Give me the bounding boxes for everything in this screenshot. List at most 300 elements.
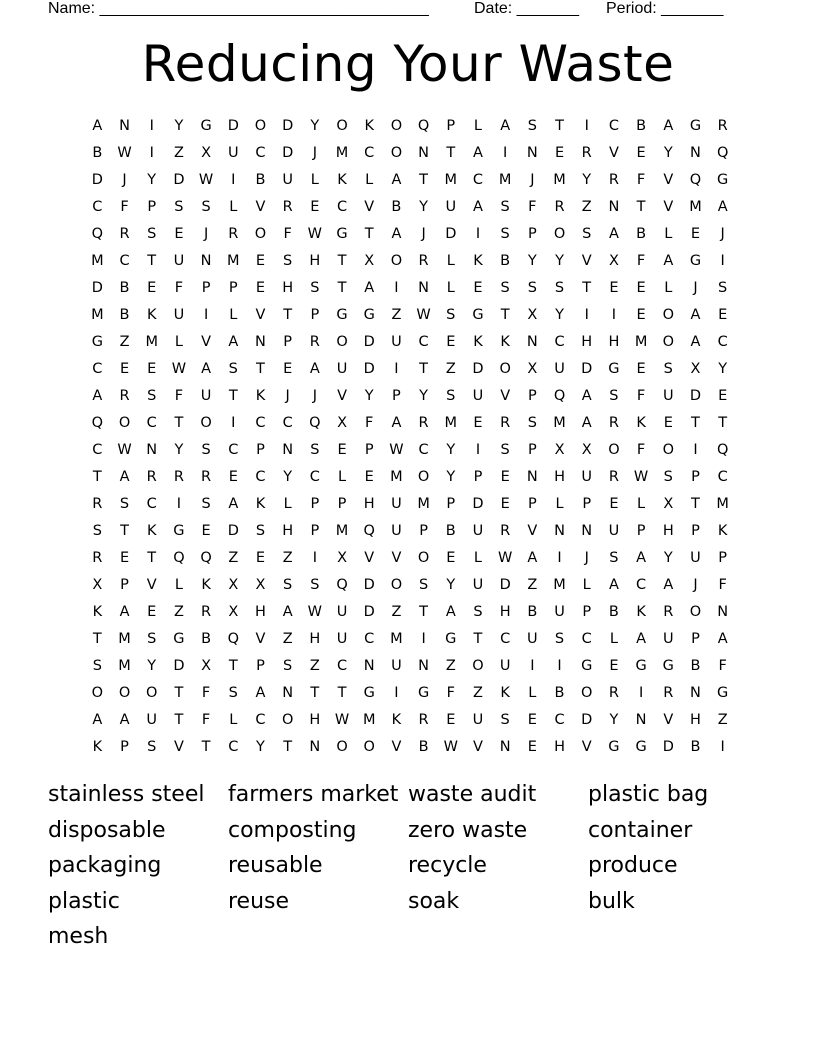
- grid-letter[interactable]: I: [149, 144, 155, 161]
- grid-letter[interactable]: O: [336, 117, 349, 134]
- grid-letter[interactable]: T: [174, 685, 184, 702]
- grid-letter[interactable]: N: [418, 279, 430, 296]
- grid-letter[interactable]: C: [92, 198, 103, 215]
- grid-letter[interactable]: E: [636, 144, 647, 161]
- grid-letter[interactable]: A: [92, 117, 103, 134]
- grid-letter[interactable]: R: [309, 333, 321, 350]
- grid-letter[interactable]: W: [198, 171, 214, 188]
- grid-letter[interactable]: O: [581, 685, 593, 702]
- grid-letter[interactable]: N: [526, 468, 539, 485]
- grid-letter[interactable]: D: [91, 171, 104, 188]
- grid-letter[interactable]: A: [473, 144, 484, 161]
- grid-letter[interactable]: E: [446, 712, 456, 729]
- grid-letter[interactable]: T: [256, 360, 266, 377]
- grid-letter[interactable]: B: [554, 685, 565, 702]
- grid-letter[interactable]: O: [118, 685, 131, 702]
- grid-letter[interactable]: A: [663, 117, 674, 134]
- grid-letter[interactable]: B: [119, 306, 130, 323]
- grid-letter[interactable]: L: [582, 577, 592, 594]
- grid-letter[interactable]: W: [117, 144, 133, 161]
- grid-letter[interactable]: S: [446, 306, 456, 323]
- grid-letter[interactable]: Q: [417, 117, 430, 134]
- grid-letter[interactable]: F: [636, 387, 646, 404]
- grid-letter[interactable]: V: [663, 171, 674, 188]
- grid-letter[interactable]: D: [282, 117, 294, 134]
- grid-letter[interactable]: M: [118, 658, 132, 675]
- grid-letter[interactable]: V: [255, 631, 266, 648]
- grid-letter[interactable]: N: [309, 739, 321, 756]
- grid-letter[interactable]: U: [391, 658, 403, 675]
- grid-letter[interactable]: U: [662, 387, 675, 404]
- grid-letter[interactable]: S: [418, 577, 429, 594]
- grid-letter[interactable]: Y: [609, 712, 619, 729]
- grid-letter[interactable]: N: [690, 685, 702, 702]
- grid-letter[interactable]: F: [528, 198, 538, 215]
- grid-letter[interactable]: E: [364, 468, 375, 485]
- grid-letter[interactable]: U: [200, 387, 212, 404]
- grid-letter[interactable]: C: [336, 658, 348, 675]
- grid-letter[interactable]: H: [608, 333, 620, 350]
- grid-letter[interactable]: I: [693, 441, 699, 458]
- grid-letter[interactable]: Y: [310, 117, 320, 134]
- grid-letter[interactable]: G: [336, 306, 349, 323]
- grid-letter[interactable]: H: [554, 468, 566, 485]
- grid-letter[interactable]: P: [582, 604, 592, 621]
- grid-letter[interactable]: Y: [283, 468, 293, 485]
- grid-letter[interactable]: U: [445, 198, 457, 215]
- grid-letter[interactable]: R: [554, 198, 566, 215]
- grid-letter[interactable]: Z: [282, 550, 294, 567]
- grid-letter[interactable]: L: [473, 550, 483, 567]
- grid-letter[interactable]: P: [473, 468, 483, 485]
- grid-letter[interactable]: C: [636, 577, 647, 594]
- grid-letter[interactable]: C: [581, 631, 593, 648]
- grid-letter[interactable]: R: [119, 225, 131, 242]
- grid-letter[interactable]: Q: [173, 550, 186, 567]
- grid-letter[interactable]: O: [146, 685, 158, 702]
- grid-letter[interactable]: P: [310, 522, 320, 539]
- grid-letter[interactable]: P: [691, 468, 701, 485]
- grid-letter[interactable]: O: [662, 441, 675, 458]
- grid-letter[interactable]: L: [446, 279, 456, 296]
- grid-letter[interactable]: A: [228, 333, 239, 350]
- grid-letter[interactable]: S: [147, 631, 157, 648]
- grid-letter[interactable]: L: [310, 171, 320, 188]
- grid-letter[interactable]: E: [609, 495, 619, 512]
- grid-letter[interactable]: I: [176, 495, 182, 512]
- grid-letter[interactable]: V: [173, 739, 185, 756]
- grid-letter[interactable]: V: [608, 144, 620, 161]
- grid-letter[interactable]: S: [609, 550, 620, 567]
- grid-letter[interactable]: D: [282, 144, 294, 161]
- grid-letter[interactable]: T: [174, 712, 184, 729]
- grid-letter[interactable]: Y: [663, 144, 674, 161]
- grid-letter[interactable]: A: [228, 495, 239, 512]
- grid-letter[interactable]: B: [690, 739, 701, 756]
- grid-letter[interactable]: E: [663, 414, 674, 431]
- grid-letter[interactable]: S: [283, 252, 293, 269]
- grid-letter[interactable]: U: [690, 550, 702, 567]
- grid-letter[interactable]: D: [363, 577, 376, 594]
- grid-letter[interactable]: O: [281, 712, 294, 729]
- grid-letter[interactable]: L: [229, 198, 238, 215]
- grid-letter[interactable]: O: [417, 468, 430, 485]
- grid-letter[interactable]: M: [716, 495, 730, 512]
- grid-letter[interactable]: Z: [391, 604, 402, 621]
- grid-letter[interactable]: N: [418, 144, 430, 161]
- grid-letter[interactable]: P: [636, 522, 646, 539]
- grid-letter[interactable]: P: [147, 198, 157, 215]
- grid-letter[interactable]: A: [717, 631, 729, 648]
- grid-letter[interactable]: S: [663, 360, 674, 377]
- grid-letter[interactable]: Y: [446, 441, 456, 458]
- grid-letter[interactable]: A: [255, 685, 266, 702]
- grid-letter[interactable]: C: [255, 468, 267, 485]
- grid-letter[interactable]: G: [581, 658, 593, 675]
- grid-letter[interactable]: V: [391, 739, 402, 756]
- grid-letter[interactable]: W: [443, 739, 459, 756]
- grid-letter[interactable]: A: [473, 198, 484, 215]
- grid-letter[interactable]: J: [421, 225, 427, 242]
- grid-letter[interactable]: O: [254, 117, 267, 134]
- grid-letter[interactable]: U: [527, 631, 539, 648]
- grid-letter[interactable]: K: [255, 495, 266, 512]
- grid-letter[interactable]: K: [146, 522, 157, 539]
- grid-letter[interactable]: U: [499, 658, 511, 675]
- grid-letter[interactable]: P: [256, 441, 266, 458]
- grid-letter[interactable]: F: [174, 279, 184, 296]
- grid-letter[interactable]: X: [228, 577, 239, 594]
- grid-letter[interactable]: D: [689, 387, 702, 404]
- grid-letter[interactable]: J: [312, 387, 318, 404]
- grid-letter[interactable]: G: [662, 658, 675, 675]
- grid-letter[interactable]: T: [92, 468, 103, 485]
- grid-letter[interactable]: S: [718, 279, 728, 296]
- grid-letter[interactable]: S: [500, 198, 511, 215]
- grid-letter[interactable]: P: [691, 522, 701, 539]
- grid-letter[interactable]: I: [584, 306, 590, 323]
- grid-letter[interactable]: P: [527, 225, 538, 242]
- grid-letter[interactable]: C: [92, 441, 103, 458]
- grid-letter[interactable]: N: [418, 658, 430, 675]
- grid-letter[interactable]: I: [720, 252, 726, 269]
- grid-letter[interactable]: X: [690, 360, 701, 377]
- grid-letter[interactable]: K: [500, 333, 511, 350]
- grid-letter[interactable]: A: [119, 712, 130, 729]
- grid-letter[interactable]: S: [609, 387, 620, 404]
- grid-letter[interactable]: P: [310, 495, 320, 512]
- grid-letter[interactable]: E: [527, 739, 538, 756]
- grid-letter[interactable]: X: [527, 360, 538, 377]
- grid-letter[interactable]: P: [527, 387, 538, 404]
- grid-letter[interactable]: K: [473, 252, 484, 269]
- grid-letter[interactable]: H: [309, 631, 321, 648]
- grid-letter[interactable]: E: [500, 468, 511, 485]
- grid-letter[interactable]: A: [527, 550, 538, 567]
- grid-letter[interactable]: O: [417, 550, 430, 567]
- grid-letter[interactable]: S: [310, 577, 320, 594]
- grid-letter[interactable]: K: [92, 739, 103, 756]
- grid-letter[interactable]: T: [691, 414, 701, 431]
- grid-letter[interactable]: R: [608, 171, 620, 188]
- grid-letter[interactable]: X: [92, 577, 103, 594]
- grid-letter[interactable]: Y: [582, 171, 592, 188]
- grid-letter[interactable]: K: [391, 712, 402, 729]
- grid-letter[interactable]: S: [527, 117, 538, 134]
- grid-letter[interactable]: S: [228, 685, 239, 702]
- grid-letter[interactable]: J: [122, 171, 128, 188]
- grid-letter[interactable]: S: [554, 279, 565, 296]
- grid-letter[interactable]: I: [584, 117, 590, 134]
- grid-letter[interactable]: L: [174, 577, 184, 594]
- grid-letter[interactable]: Y: [419, 387, 429, 404]
- grid-letter[interactable]: K: [636, 604, 647, 621]
- grid-letter[interactable]: T: [718, 414, 728, 431]
- grid-letter[interactable]: S: [228, 360, 239, 377]
- grid-letter[interactable]: L: [664, 225, 673, 242]
- grid-letter[interactable]: R: [500, 522, 511, 539]
- grid-letter[interactable]: S: [310, 441, 320, 458]
- grid-letter[interactable]: O: [608, 441, 621, 458]
- grid-letter[interactable]: W: [633, 468, 649, 485]
- grid-letter[interactable]: R: [608, 468, 620, 485]
- grid-letter[interactable]: E: [255, 550, 266, 567]
- grid-letter[interactable]: R: [500, 414, 511, 431]
- grid-letter[interactable]: U: [554, 604, 566, 621]
- grid-letter[interactable]: H: [282, 522, 294, 539]
- grid-letter[interactable]: L: [174, 333, 184, 350]
- grid-letter[interactable]: E: [718, 387, 728, 404]
- grid-letter[interactable]: T: [174, 414, 184, 431]
- grid-letter[interactable]: B: [500, 252, 511, 269]
- grid-letter[interactable]: U: [336, 360, 348, 377]
- grid-letter[interactable]: S: [147, 739, 157, 756]
- grid-letter[interactable]: C: [717, 468, 729, 485]
- grid-letter[interactable]: X: [228, 604, 239, 621]
- grid-letter[interactable]: G: [336, 225, 349, 242]
- grid-letter[interactable]: M: [689, 198, 703, 215]
- date-field[interactable]: Date: _______: [474, 0, 579, 17]
- grid-letter[interactable]: S: [147, 387, 157, 404]
- grid-letter[interactable]: Y: [364, 387, 375, 404]
- grid-letter[interactable]: D: [581, 360, 593, 377]
- grid-letter[interactable]: F: [201, 685, 211, 702]
- grid-letter[interactable]: S: [527, 414, 538, 431]
- grid-letter[interactable]: T: [691, 495, 701, 512]
- grid-letter[interactable]: E: [473, 279, 484, 296]
- grid-letter[interactable]: J: [203, 225, 209, 242]
- grid-letter[interactable]: K: [717, 522, 728, 539]
- grid-letter[interactable]: L: [229, 306, 238, 323]
- grid-letter[interactable]: Y: [256, 739, 266, 756]
- grid-letter[interactable]: C: [255, 712, 267, 729]
- grid-letter[interactable]: T: [337, 685, 347, 702]
- grid-letter[interactable]: T: [201, 739, 212, 756]
- grid-letter[interactable]: Y: [663, 550, 674, 567]
- grid-letter[interactable]: V: [255, 198, 266, 215]
- grid-letter[interactable]: T: [364, 225, 375, 242]
- grid-letter[interactable]: Q: [553, 387, 566, 404]
- grid-letter[interactable]: R: [581, 144, 593, 161]
- grid-letter[interactable]: U: [581, 468, 593, 485]
- grid-letter[interactable]: Z: [309, 658, 321, 675]
- grid-letter[interactable]: G: [608, 360, 621, 377]
- grid-letter[interactable]: O: [553, 225, 566, 242]
- grid-letter[interactable]: T: [582, 279, 592, 296]
- grid-letter[interactable]: Y: [446, 468, 456, 485]
- grid-letter[interactable]: Z: [173, 604, 185, 621]
- grid-letter[interactable]: M: [145, 333, 159, 350]
- grid-letter[interactable]: B: [690, 658, 701, 675]
- grid-letter[interactable]: C: [119, 252, 131, 269]
- grid-letter[interactable]: M: [335, 144, 349, 161]
- grid-letter[interactable]: E: [718, 306, 728, 323]
- grid-letter[interactable]: E: [609, 658, 619, 675]
- grid-letter[interactable]: C: [282, 414, 294, 431]
- grid-letter[interactable]: A: [608, 225, 620, 242]
- grid-letter[interactable]: Z: [282, 631, 294, 648]
- grid-letter[interactable]: M: [444, 414, 458, 431]
- grid-letter[interactable]: C: [608, 117, 620, 134]
- grid-letter[interactable]: S: [174, 198, 185, 215]
- grid-letter[interactable]: C: [336, 198, 348, 215]
- grid-letter[interactable]: H: [309, 712, 321, 729]
- grid-letter[interactable]: C: [364, 144, 375, 161]
- grid-letter[interactable]: P: [337, 495, 347, 512]
- grid-letter[interactable]: C: [717, 333, 729, 350]
- grid-letter[interactable]: B: [391, 198, 402, 215]
- grid-letter[interactable]: D: [173, 658, 185, 675]
- grid-letter[interactable]: J: [530, 171, 535, 188]
- grid-letter[interactable]: E: [255, 279, 266, 296]
- grid-letter[interactable]: R: [92, 550, 103, 567]
- grid-letter[interactable]: L: [446, 252, 456, 269]
- grid-letter[interactable]: N: [255, 333, 267, 350]
- grid-letter[interactable]: N: [499, 739, 512, 756]
- grid-letter[interactable]: M: [553, 171, 567, 188]
- grid-letter[interactable]: E: [473, 414, 484, 431]
- grid-letter[interactable]: Q: [363, 522, 376, 539]
- grid-letter[interactable]: X: [364, 252, 375, 269]
- grid-letter[interactable]: Q: [91, 414, 104, 431]
- grid-letter[interactable]: Z: [228, 550, 239, 567]
- grid-letter[interactable]: P: [364, 441, 375, 458]
- grid-letter[interactable]: R: [608, 685, 620, 702]
- grid-letter[interactable]: N: [282, 441, 294, 458]
- grid-letter[interactable]: S: [119, 495, 130, 512]
- grid-letter[interactable]: V: [581, 252, 593, 269]
- grid-letter[interactable]: V: [146, 577, 158, 594]
- grid-letter[interactable]: S: [92, 522, 103, 539]
- grid-letter[interactable]: S: [283, 658, 293, 675]
- grid-letter[interactable]: R: [282, 198, 294, 215]
- grid-letter[interactable]: Q: [336, 577, 349, 594]
- grid-letter[interactable]: W: [416, 306, 432, 323]
- grid-letter[interactable]: S: [527, 279, 538, 296]
- grid-letter[interactable]: Q: [309, 414, 322, 431]
- grid-letter[interactable]: U: [554, 360, 566, 377]
- grid-letter[interactable]: S: [310, 279, 320, 296]
- grid-letter[interactable]: U: [662, 631, 675, 648]
- grid-letter[interactable]: S: [500, 441, 511, 458]
- grid-letter[interactable]: F: [365, 414, 374, 431]
- grid-letter[interactable]: W: [307, 604, 323, 621]
- grid-letter[interactable]: C: [255, 414, 267, 431]
- grid-letter[interactable]: I: [557, 550, 563, 567]
- grid-letter[interactable]: K: [337, 171, 348, 188]
- grid-letter[interactable]: Z: [473, 685, 484, 702]
- grid-letter[interactable]: K: [92, 604, 103, 621]
- grid-letter[interactable]: Y: [174, 441, 184, 458]
- grid-letter[interactable]: O: [689, 604, 702, 621]
- grid-letter[interactable]: Z: [717, 712, 729, 729]
- grid-letter[interactable]: A: [608, 577, 620, 594]
- grid-letter[interactable]: X: [201, 658, 212, 675]
- grid-letter[interactable]: P: [718, 550, 728, 567]
- grid-letter[interactable]: R: [92, 495, 103, 512]
- grid-letter[interactable]: B: [92, 144, 103, 161]
- grid-letter[interactable]: U: [173, 252, 185, 269]
- grid-letter[interactable]: A: [581, 387, 593, 404]
- grid-letter[interactable]: M: [498, 171, 512, 188]
- grid-letter[interactable]: P: [120, 577, 130, 594]
- grid-letter[interactable]: S: [500, 225, 511, 242]
- grid-letter[interactable]: N: [635, 712, 648, 729]
- grid-letter[interactable]: U: [336, 604, 348, 621]
- grid-letter[interactable]: A: [391, 225, 402, 242]
- grid-letter[interactable]: C: [418, 333, 430, 350]
- grid-letter[interactable]: U: [391, 333, 403, 350]
- grid-letter[interactable]: M: [390, 468, 404, 485]
- grid-letter[interactable]: N: [119, 117, 131, 134]
- grid-letter[interactable]: T: [419, 360, 429, 377]
- grid-letter[interactable]: C: [309, 468, 321, 485]
- grid-letter[interactable]: A: [119, 604, 130, 621]
- grid-letter[interactable]: A: [663, 252, 674, 269]
- grid-letter[interactable]: V: [663, 198, 674, 215]
- grid-letter[interactable]: G: [635, 739, 648, 756]
- grid-letter[interactable]: E: [147, 360, 157, 377]
- grid-letter[interactable]: Y: [555, 252, 565, 269]
- grid-letter[interactable]: P: [527, 441, 538, 458]
- period-field[interactable]: Period: _______: [606, 0, 724, 17]
- grid-letter[interactable]: X: [663, 495, 674, 512]
- grid-letter[interactable]: V: [527, 522, 538, 539]
- grid-letter[interactable]: C: [554, 712, 566, 729]
- grid-letter[interactable]: B: [636, 225, 647, 242]
- grid-letter[interactable]: R: [717, 117, 729, 134]
- grid-letter[interactable]: M: [444, 171, 458, 188]
- grid-letter[interactable]: A: [119, 468, 130, 485]
- grid-letter[interactable]: W: [389, 441, 405, 458]
- grid-letter[interactable]: U: [282, 171, 294, 188]
- grid-letter[interactable]: O: [118, 414, 131, 431]
- grid-letter[interactable]: W: [334, 712, 350, 729]
- grid-letter[interactable]: P: [446, 495, 456, 512]
- grid-letter[interactable]: H: [690, 712, 702, 729]
- grid-letter[interactable]: P: [256, 658, 266, 675]
- grid-letter[interactable]: Y: [174, 117, 184, 134]
- grid-letter[interactable]: I: [312, 550, 318, 567]
- grid-letter[interactable]: C: [228, 441, 239, 458]
- grid-letter[interactable]: R: [201, 604, 212, 621]
- grid-letter[interactable]: S: [500, 279, 511, 296]
- grid-letter[interactable]: F: [283, 225, 293, 242]
- grid-letter[interactable]: Z: [391, 306, 402, 323]
- grid-letter[interactable]: U: [472, 522, 484, 539]
- grid-letter[interactable]: G: [445, 631, 457, 648]
- grid-letter[interactable]: O: [390, 252, 403, 269]
